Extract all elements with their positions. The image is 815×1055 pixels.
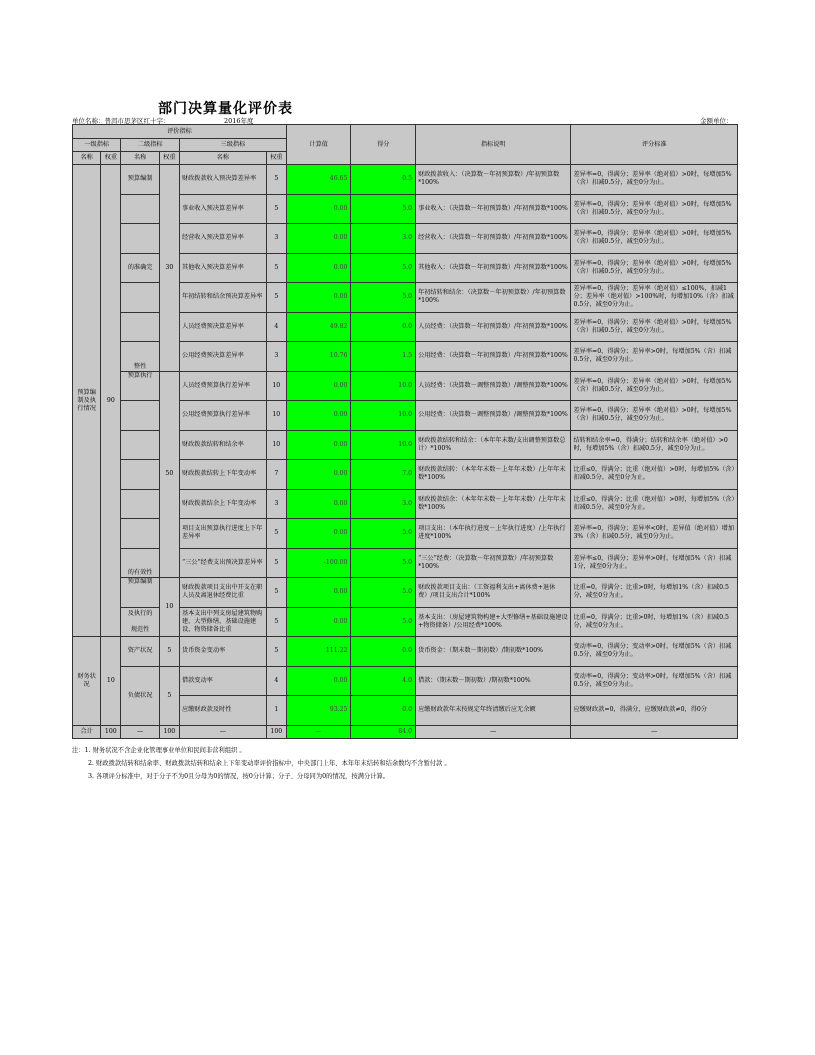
calc-value-cell: 0.00 [286, 253, 351, 283]
criteria-cell: 差异率=0，得满分；差异率<0时，差异值（绝对值）增加3%（含）扣减0.5分，减至0分为止。 [571, 519, 738, 549]
l3-name: 财政拨款收入预决算差异率 [179, 165, 266, 195]
l3-weight: 3 [266, 224, 286, 254]
score-cell: 0.0 [351, 696, 416, 726]
l3-weight: 5 [266, 194, 286, 224]
criteria-cell: 差异率=0，得满分；差异率（绝对值）>0时，每增加5%（含）扣减0.5分，减至0分为止。 [571, 312, 738, 342]
l3-name: 人员经费预算执行差异率 [179, 371, 266, 401]
l2-name-assets: 资产状况 [121, 637, 159, 667]
score-cell: 3.0 [351, 224, 416, 254]
l2-name-blank [121, 283, 159, 313]
l3-weight: 1 [266, 696, 286, 726]
header-name: 名称 [121, 152, 159, 165]
score-cell: 5.0 [351, 519, 416, 549]
l1-name-budget: 预算编制及执行情况 [73, 165, 101, 637]
l3-weight: 5 [266, 519, 286, 549]
criteria-cell: 结转和结余率=0，得满分；结转和结余率（绝对值）>0时，每增加5%（含）扣减0.5分，减至0分为止。 [571, 430, 738, 460]
l2-name-blank [121, 430, 159, 460]
l3-name: 财政拨款结转上下年变动率 [179, 460, 266, 490]
l2-name-norm-3: 规范性 [130, 625, 150, 633]
l2-weight-norm: 10 [159, 578, 179, 637]
header-name: 名称 [73, 152, 101, 165]
explanation-cell: 项目支出：（本年执行进度－上年执行进度）/上年执行进度*100% [416, 519, 571, 549]
header-level2: 二级指标 [121, 139, 180, 152]
score-cell: 10.0 [351, 371, 416, 401]
amount-unit: 金额单位： [700, 117, 733, 125]
header-eval-indicators: 评价指标 [73, 125, 287, 139]
calc-value-cell: 0.00 [286, 430, 351, 460]
l2-name-blank [121, 224, 159, 254]
header-weight: 权重 [159, 152, 179, 165]
calc-value-cell: 0.00 [286, 578, 351, 608]
explanation-cell: 人员经费：（决算数－年初预算数）/年初预算数*100% [416, 312, 571, 342]
criteria-cell: 应缴财政款=0，得满分，应缴财政款≠0，得0分 [571, 696, 738, 726]
l3-name: 财政拨款项目支出中开支在职人员及离退休经费比重 [179, 578, 266, 608]
l3-weight: 5 [266, 578, 286, 608]
l3-name: 年初结转和结余预决算差异率 [179, 283, 266, 313]
total-weight-l1: 100 [101, 725, 121, 738]
l3-weight: 10 [266, 371, 286, 401]
calc-value-cell: 10.76 [286, 342, 351, 372]
criteria-cell: 变动率=0，得满分；变动率>0时，每增加5%（含）扣减0.5分，减至0分为止。 [571, 637, 738, 667]
unit-name: 单位名称：普洱市思茅区红十字： [72, 117, 170, 125]
calc-value-cell: 0.00 [286, 519, 351, 549]
calc-value-cell: 93.25 [286, 696, 351, 726]
header-criteria: 评分标准 [571, 125, 738, 165]
score-cell: 3.0 [351, 489, 416, 519]
l3-weight: 5 [266, 165, 286, 195]
header-weight: 权重 [101, 152, 121, 165]
calc-value-cell: 0.00 [286, 401, 351, 431]
calc-value-cell: -100.00 [286, 548, 351, 578]
explanation-cell: 财政拨款结转和结余：（本年年末数/支出调整预算数总计）*100% [416, 430, 571, 460]
criteria-cell: 比重≤0，得满分；比重（绝对值）>0时，每增加5%（含）扣减0.5分，减至0分为止。 [571, 460, 738, 490]
calc-value-cell: 0.00 [286, 194, 351, 224]
calc-value-cell: 0.00 [286, 666, 351, 696]
l3-weight: 4 [266, 312, 286, 342]
l3-weight: 5 [266, 253, 286, 283]
explanation-cell: 其他收入：（决算数－年初预算数）/年初预算数*100% [416, 253, 571, 283]
total-explanation: — [416, 725, 571, 738]
explanation-cell: “三公”经费：（决算数－年初预算数）/年初预算数*100% [416, 548, 571, 578]
criteria-cell: 比重=0，得满分；比重>0时，每增加1%（含）扣减0.5分，减至0分为止。 [571, 607, 738, 637]
l2-name-budget-prep-bot: 整性 [121, 342, 159, 372]
l2-name-budget-prep-mid: 的准确完 [121, 253, 159, 283]
score-cell: 10.0 [351, 430, 416, 460]
score-cell: 1.5 [351, 342, 416, 372]
l3-name: 财政拨款结转和结余率 [179, 430, 266, 460]
l3-name: 公用经费预算执行差异率 [179, 401, 266, 431]
l2-name-blank [121, 519, 159, 549]
total-weight-l2: 100 [159, 725, 179, 738]
l2-name-norm-2-3 [121, 607, 159, 637]
l1-weight-budget: 90 [101, 165, 121, 637]
criteria-cell: 差异率=0，得满分；差异率（绝对值）>0时，每增加5%（含）扣减0.5分，减至0分为止。 [571, 165, 738, 195]
calc-value-cell: 0.00 [286, 224, 351, 254]
total-weight-l3: 100 [266, 725, 286, 738]
note-1: 注：1. 财务状况不含企业化管理事业单位和民间非营利组织 。 [72, 747, 246, 754]
criteria-cell: 差异率=0，得满分；差异率（绝对值）>0时，每增加5%（含）扣减0.5分，减至0分为止。 [571, 253, 738, 283]
notes [72, 744, 451, 783]
criteria-cell: 差异率=0，得满分；差异率（绝对值）>0时，每增加5%（含）扣减0.5分，减至0分为止。 [571, 401, 738, 431]
l2-name-blank [121, 460, 159, 490]
header-name: 名称 [179, 152, 266, 165]
l3-name: 人员经费预决算差异率 [179, 312, 266, 342]
l3-weight: 3 [266, 342, 286, 372]
report-year: 2016年度 [224, 117, 254, 125]
explanation-cell: 年初结转和结余：（决算数－年初预算数）/年初预算数*100% [416, 283, 571, 313]
score-cell: 5.0 [351, 548, 416, 578]
explanation-cell: 公用经费：（决算数－年初预算数）/年初预算数*100% [416, 342, 571, 372]
total-criteria: — [571, 725, 738, 738]
l3-weight: 5 [266, 283, 286, 313]
score-cell: 5.0 [351, 578, 416, 608]
l2-weight-assets: 5 [159, 637, 179, 667]
score-cell: 0.0 [351, 312, 416, 342]
table-row [73, 666, 738, 696]
l3-name: 财政拨款结余上下年变动率 [179, 489, 266, 519]
calc-value-cell: 111.22 [286, 637, 351, 667]
criteria-cell: 变动率=0，得满分；变动率>0时，每增加5%（含）扣减0.5分，减至0分为止。 [571, 666, 738, 696]
score-cell: 5.0 [351, 253, 416, 283]
l2-name-exec-bot: 的有效性 [121, 548, 159, 578]
l3-name: 公用经费预决算差异率 [179, 342, 266, 372]
l2-name-blank [121, 194, 159, 224]
score-cell: 5.0 [351, 607, 416, 637]
total-row [73, 725, 738, 738]
l3-weight: 5 [266, 607, 286, 637]
note-3: 3. 各项评分标准中，对于分子不为0且分母为0的情况，按0分计算；分子、分母同为0的情况，按满分计算。 [88, 773, 390, 780]
l2-name-norm-2: 及执行的 [127, 609, 153, 617]
l3-name: 基本支出中列支房屋建筑物购建、大型修缮、基础设施建设、物资储备比重 [179, 607, 266, 637]
explanation-cell: 借款：（期末数－期初数）/期初数*100% [416, 666, 571, 696]
l2-weight-budget-prep: 30 [159, 165, 179, 372]
total-dash: — [121, 725, 159, 738]
l2-name-norm-1: 预算编制 [121, 578, 159, 608]
explanation-cell: 财政拨款收入：（决算数－年初预算数）/年初预算数*100% [416, 165, 571, 195]
l2-weight-exec: 50 [159, 371, 179, 578]
table-row [73, 637, 738, 667]
total-calc-value: — [286, 725, 351, 738]
criteria-cell: 差异率=0，得满分；差异率>0时，每增加5%（含）扣减0.5分，减至0分为止。 [571, 342, 738, 372]
calc-value-cell: 0.00 [286, 607, 351, 637]
header-weight: 权重 [266, 152, 286, 165]
criteria-cell: 差异率=0，得满分；差异率（绝对值）>0时，每增加5%（含）扣减0.5分，减至0分为止。 [571, 224, 738, 254]
l3-weight: 5 [266, 637, 286, 667]
l1-weight-finance: 10 [101, 637, 121, 726]
l2-weight-debt: 5 [159, 666, 179, 725]
total-dash: — [179, 725, 266, 738]
score-cell: 7.0 [351, 460, 416, 490]
l3-weight: 4 [266, 666, 286, 696]
l3-weight: 5 [266, 548, 286, 578]
explanation-cell: 经营收入：（决算数－年初预算数）/年初预算数*100% [416, 224, 571, 254]
criteria-cell: 差异率≤0，得满分；差异率>0时，每增加5%（含）扣减1分，减至0分为止。 [571, 548, 738, 578]
l2-name-debt: 负债状况 [121, 666, 159, 725]
criteria-cell: 比重=0，得满分；比重>0时，每增加1%（含）扣减0.5分，减至0分为止。 [571, 578, 738, 608]
l2-name-budget-prep-top: 预算编制 [121, 165, 159, 195]
header-calc-value: 计算值 [286, 125, 351, 165]
criteria-cell: 差异率=0，得满分；差异率（绝对值）>0时，每增加5%（含）扣减0.5分，减至0分为止。 [571, 371, 738, 401]
evaluation-table [72, 124, 738, 739]
header-level1: 一级指标 [73, 139, 121, 152]
explanation-cell: 应缴财政款年末按规定年终清缴后应无余额 [416, 696, 571, 726]
page-title: 部门决算量化评价表 [158, 101, 293, 117]
l3-name: 货币资金变动率 [179, 637, 266, 667]
explanation-cell: 财政拨款结余：（本年年末数－上年年末数）/上年年末数*100% [416, 489, 571, 519]
score-cell: 4.0 [351, 666, 416, 696]
calc-value-cell: 49.82 [286, 312, 351, 342]
criteria-cell: 差异率=0，得满分；差异率（绝对值）≤100%，扣减1分；差异率（绝对值）>100%时，每增加10%（含）扣减0.5分，减至0分为止。 [571, 283, 738, 313]
criteria-cell: 比重≤0，得满分；比重（绝对值）>0时，每增加5%（含）扣减0.5分，减至0分为止。 [571, 489, 738, 519]
explanation-cell: 人员经费：（决算数－调整预算数）/调整预算数*100% [416, 371, 571, 401]
explanation-cell: 事业收入：（决算数－年初预算数）/年初预算数*100% [416, 194, 571, 224]
header-level3: 三级指标 [179, 139, 286, 152]
score-cell: 0.0 [351, 637, 416, 667]
l2-name-blank [121, 312, 159, 342]
table-row [73, 578, 738, 608]
table-row [73, 371, 738, 401]
note-2: 2. 财政拨款结转和结余率、财政拨款结转和结余上下年变动率评价指标中，中央部门上年、本年年末结转和结余数均不含暂付款 。 [88, 760, 451, 767]
l3-name: 项目支出预算执行进度上下年差异率 [179, 519, 266, 549]
total-label: 合计 [73, 725, 101, 738]
l3-weight: 10 [266, 430, 286, 460]
l3-weight: 3 [266, 489, 286, 519]
header-score: 得分 [351, 125, 416, 165]
calc-value-cell: 0.00 [286, 371, 351, 401]
score-cell: 10.0 [351, 401, 416, 431]
score-cell: 5.0 [351, 283, 416, 313]
score-cell: 0.5 [351, 165, 416, 195]
calc-value-cell: 0.00 [286, 460, 351, 490]
l2-name-blank [121, 401, 159, 431]
calc-value-cell: 46.65 [286, 165, 351, 195]
table-row [73, 165, 738, 195]
explanation-cell: 公用经费：（决算数－调整预算数）/调整预算数*100% [416, 401, 571, 431]
score-cell: 5.0 [351, 194, 416, 224]
l3-name: 应缴财政款及时性 [179, 696, 266, 726]
l2-name-blank [121, 489, 159, 519]
total-score: 84.0 [351, 725, 416, 738]
l3-name: 经营收入预决算差异率 [179, 224, 266, 254]
l3-name: 借款变动率 [179, 666, 266, 696]
l1-name-finance: 财务状况 [73, 637, 101, 726]
l3-name: “三公”经费支出预决算差异率 [179, 548, 266, 578]
explanation-cell: 财政拨款结转：（本年年末数－上年年末数）/上年年末数*100% [416, 460, 571, 490]
l2-name-exec-top: 预算执行 [121, 371, 159, 401]
l3-weight: 10 [266, 401, 286, 431]
l3-name: 其他收入预决算差异率 [179, 253, 266, 283]
calc-value-cell: 0.00 [286, 489, 351, 519]
l3-weight: 7 [266, 460, 286, 490]
calc-value-cell: 0.00 [286, 283, 351, 313]
explanation-cell: 货币资金：（期末数－期初数）/期初数*100% [416, 637, 571, 667]
header-explanation: 指标说明 [416, 125, 571, 165]
explanation-cell: 财政拨款项目支出：（工资福利支出+离休费+退休费）/项目支出合计*100% [416, 578, 571, 608]
explanation-cell: 基本支出：（房屋建筑物构建+大型修缮+基础设施建设+物资储备）/公用经费*100% [416, 607, 571, 637]
l3-name: 事业收入预决算差异率 [179, 194, 266, 224]
criteria-cell: 差异率=0，得满分；差异率（绝对值）>0时，每增加5%（含）扣减0.5分，减至0分为止。 [571, 194, 738, 224]
